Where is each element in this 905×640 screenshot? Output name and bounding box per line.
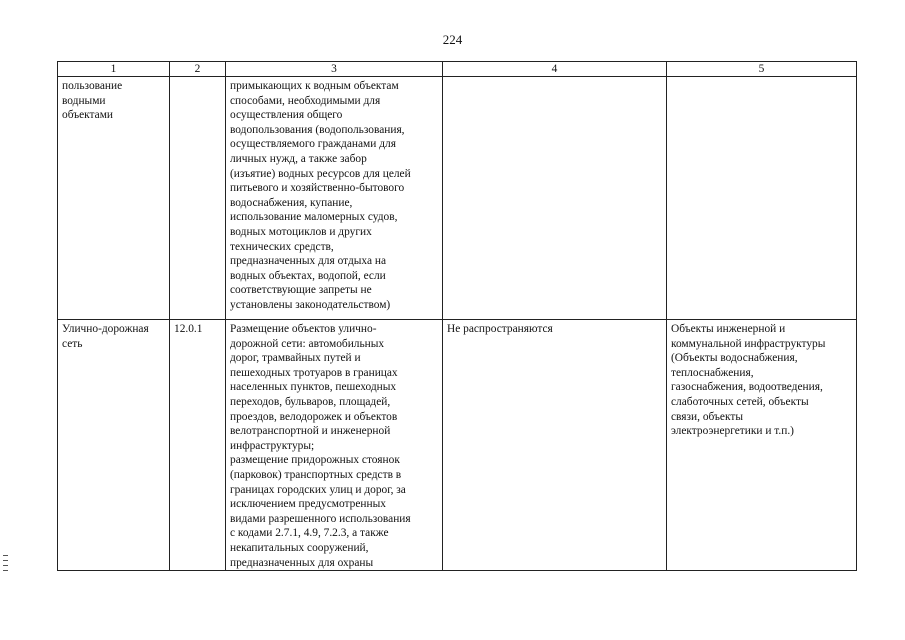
scan-mark [3, 555, 8, 556]
column-header-1: 1 [58, 62, 170, 77]
objects-cell [667, 320, 857, 571]
objects-cell [667, 77, 857, 320]
use-name-cell [58, 320, 170, 571]
table-row [58, 320, 857, 571]
use-description-cell [226, 320, 443, 571]
scan-mark [3, 570, 8, 571]
use-description-text: примыкающих к водным объектам способами, необходимыми для осуществления общего водопользования (водопользования, осуществляемого гражданами для личных нужд, а также забор (изъятие) водных ресурсов для целей питьевого и хозяйственно-бытового водоснабжения, купание, использование маломерных судов, водных мотоциклов и других технических средств, предназначенных для отдыха на водных объектах, водопой, если соответствующие запреты не установлены законодательством) [230, 80, 411, 311]
regulation-cell [443, 320, 667, 571]
page-number: 224 [442, 32, 463, 47]
use-name-text: пользование водными объектами [62, 80, 123, 122]
objects-text: Объекты инженерной и коммунальной инфраструктуры (Объекты водоснабжения, теплоснабжения, газоснабжения, водоотведения, слаботочных сетей, объекты связи, объекты электроэнергетики и т.п.) [671, 323, 826, 438]
scan-mark [3, 565, 8, 566]
use-description-text: Размещение объектов улично- дорожной сети: автомобильных дорог, трамвайных путей и пешеходных тротуаров в границах населенных пунктов, пешеходных переходов, бульваров, площадей, проездов, велодорожек и объектов велотранспортной и инженерной инфраструктуры; размещение придорожных стоянок (парковок) транспортных средств в границах городских улиц и дорог, за исключением предусмотренных видами разрешенного использования с кодами 2.7.1, 4.9, 7.2.3, а также некапитальных сооружений, предназначенных для охраны [230, 323, 411, 569]
column-number-row [58, 62, 857, 77]
use-code-cell [170, 320, 226, 571]
scan-mark [3, 560, 8, 561]
use-name-text: Улично-дорожная сеть [62, 323, 149, 350]
column-header-2: 2 [170, 62, 226, 77]
column-header-4: 4 [443, 62, 667, 77]
margin-scan-marks [3, 555, 9, 575]
regulations-table [57, 61, 857, 571]
use-description-cell [226, 77, 443, 320]
use-name-cell [58, 77, 170, 320]
regulation-text: Не распространяются [447, 323, 553, 335]
table-row [58, 77, 857, 320]
use-code-text: 12.0.1 [174, 323, 203, 335]
column-header-5: 5 [667, 62, 857, 77]
column-header-3: 3 [226, 62, 443, 77]
use-code-cell [170, 77, 226, 320]
regulation-cell [443, 77, 667, 320]
